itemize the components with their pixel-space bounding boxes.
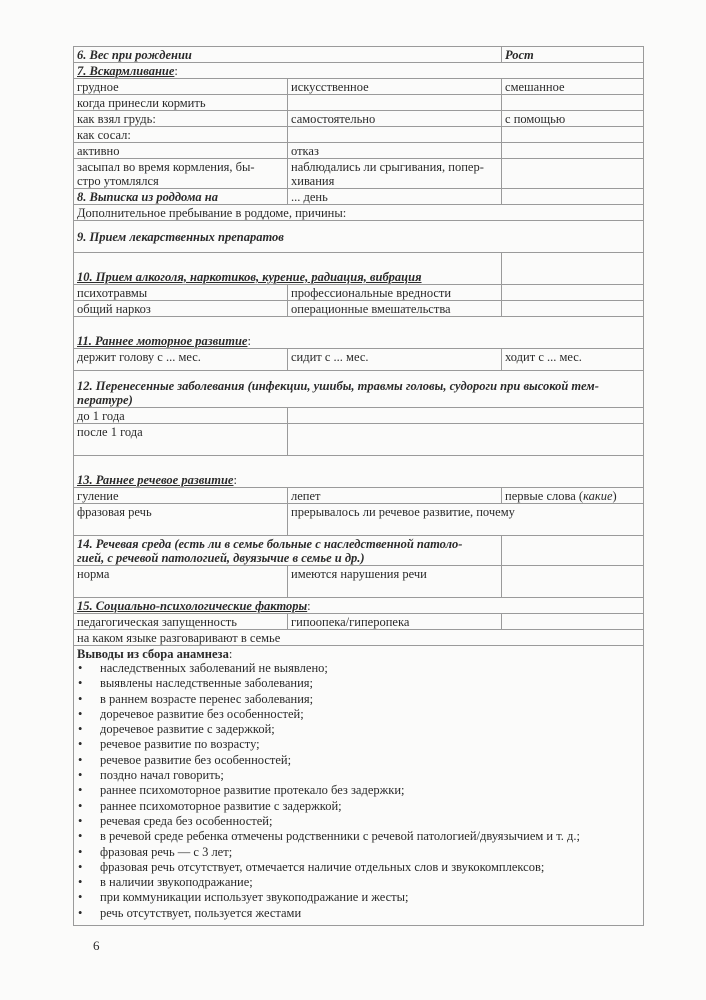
bullet-icon: •: [78, 844, 83, 859]
height-label: Рост: [502, 47, 644, 63]
empty-cell: [288, 408, 644, 424]
holds-head-cell: держит голову с ... мес.: [74, 349, 288, 371]
discharge-day-cell: ... день: [288, 189, 502, 205]
row-after-1: [74, 424, 644, 456]
conclusion-text: поздно начал говорить;: [100, 768, 224, 783]
conclusion-text: речевое развитие без особенностей;: [100, 752, 292, 767]
spit-up-line-2: хивания: [291, 174, 335, 188]
bullet-icon: •: [78, 768, 83, 783]
row-medication: [74, 221, 644, 253]
bullet-icon: •: [78, 875, 83, 890]
which-label: какие: [583, 489, 613, 503]
section-15-title: 15. Социально-психологические факторы: [77, 599, 308, 613]
spit-up-line-1: наблюдались ли срыгивания, попер-: [291, 160, 484, 174]
bullet-icon: •: [78, 691, 83, 706]
conclusion-text: доречевое развитие без особенностей;: [100, 706, 304, 721]
active-cell: активно: [74, 143, 288, 159]
section-12-title-cell: [74, 371, 644, 408]
section-10-title-cell: [74, 253, 502, 285]
fell-asleep-cell: [74, 159, 288, 189]
feeding-title-cell: 7. Вскармливание:: [74, 63, 644, 79]
conclusion-item: [77, 829, 640, 844]
bullet-icon: •: [78, 752, 83, 767]
with-help-cell: с помощью: [502, 111, 644, 127]
section-15-title-cell: 15. Социально-психологические факторы:: [74, 598, 644, 614]
conclusion-text: раннее психомоторное развитие с задержкой;: [100, 798, 342, 813]
bullet-icon: •: [78, 905, 83, 920]
empty-cell: [288, 424, 644, 456]
row-active: [74, 143, 644, 159]
conclusions-list: [77, 661, 640, 921]
section-7-header: [74, 63, 644, 79]
bullet-icon: •: [78, 661, 83, 675]
conclusions-title-line: Выводы из сбора анамнеза:: [77, 647, 233, 661]
row-phrasal: [74, 504, 644, 536]
conclusion-item: [77, 722, 640, 737]
babbling-cell: лепет: [288, 488, 502, 504]
section-13-title-cell: 13. Раннее речевое развитие:: [74, 456, 644, 488]
medication-cell: [74, 221, 644, 253]
fell-asleep-line-1: засыпал во время кормления, бы-: [77, 160, 255, 174]
row-section-10-header: [74, 253, 644, 285]
conclusion-item: [77, 661, 640, 676]
conclusion-text: в раннем возрасте перенес заболевания;: [100, 691, 314, 706]
when-brought-cell: когда принесли кормить: [74, 95, 288, 111]
row-cooing: [74, 488, 644, 504]
empty-cell: [288, 127, 502, 143]
conclusion-text: выявлены наследственные заболевания;: [100, 676, 313, 691]
row-section-14-header: [74, 536, 644, 566]
conclusion-text: речевая среда без особенностей;: [100, 813, 273, 828]
empty-cell: [502, 127, 644, 143]
row-section-15-header: [74, 598, 644, 614]
row-anesthesia: [74, 301, 644, 317]
refusal-cell: отказ: [288, 143, 502, 159]
norm-cell: норма: [74, 566, 288, 598]
spit-up-cell: [288, 159, 502, 189]
independently-cell: самостоятельно: [288, 111, 502, 127]
first-words-cell: [502, 488, 644, 504]
conclusion-item: [77, 753, 640, 768]
anamnesis-form-table: [73, 46, 644, 926]
section-14-title-line-2: гией, с речевой патологией, двуязычие в семье и др.): [77, 551, 365, 565]
row-section-11-header: [74, 317, 644, 349]
conclusion-text: при коммуникации использует звукоподражание и жесты;: [100, 890, 409, 905]
sits-cell: сидит с ... мес.: [288, 349, 502, 371]
row-neglect: [74, 614, 644, 630]
conclusion-text: в наличии звукоподражание;: [100, 875, 253, 890]
bullet-icon: •: [78, 813, 83, 828]
section-14-title-line-1: 14. Речевая среда (есть ли в семье больные с наследственной патоло-: [77, 537, 463, 551]
bullet-icon: •: [78, 859, 83, 874]
row-motor: [74, 349, 644, 371]
cooing-cell: гуление: [74, 488, 288, 504]
empty-cell: [288, 95, 502, 111]
row-conclusions: [74, 646, 644, 926]
first-words-label: первые слова (: [505, 489, 584, 503]
under-1-year-cell: до 1 года: [74, 408, 288, 424]
birth-weight-label: 6. Вес при рождении: [74, 47, 502, 63]
bullet-icon: •: [78, 706, 83, 721]
section-10-title: 10. Прием алкоголя, наркотиков, курение, радиация, вибрация: [77, 270, 422, 284]
section-14-title-cell: [74, 536, 502, 566]
phrasal-speech-cell: фразовая речь: [74, 504, 288, 536]
conclusion-text: наследственных заболеваний не выявлено;: [100, 661, 328, 675]
conclusion-item: [77, 768, 640, 783]
neglect-cell: педагогическая запущенность: [74, 614, 288, 630]
row-discharge: [74, 189, 644, 205]
conclusion-item: [77, 845, 640, 860]
how-sucked-cell: как сосал:: [74, 127, 288, 143]
language-cell: на каком языке разговаривают в семье: [74, 630, 644, 646]
conclusion-item: [77, 676, 640, 691]
mixed-feeding-cell: смешанное: [502, 79, 644, 95]
conclusion-item: [77, 799, 640, 814]
conclusions-title: Выводы из сбора анамнеза: [77, 647, 229, 661]
page-number: 6: [93, 938, 100, 953]
conclusion-item: [77, 737, 640, 752]
empty-cell: [502, 285, 644, 301]
medication-title: 9. Прием лекарственных препаратов: [77, 230, 284, 244]
conclusion-item: [77, 860, 640, 875]
anesthesia-cell: общий наркоз: [74, 301, 288, 317]
conclusion-text: речевое развитие по возрасту;: [100, 737, 260, 752]
conclusion-item: [77, 890, 640, 905]
bullet-icon: •: [78, 890, 83, 905]
hypo-hyper-cell: гипоопека/гиперопека: [288, 614, 502, 630]
psychotrauma-cell: психотравмы: [74, 285, 288, 301]
row-extra-stay: [74, 205, 644, 221]
row-fell-asleep: [74, 159, 644, 189]
surgery-cell: операционные вмешательства: [288, 301, 502, 317]
breast-feeding-cell: грудное: [74, 79, 288, 95]
section-13-title: 13. Раннее речевое развитие: [77, 473, 234, 487]
bullet-icon: •: [78, 798, 83, 813]
row-feeding-types: [74, 79, 644, 95]
conclusion-item: [77, 783, 640, 798]
empty-cell: [502, 143, 644, 159]
conclusion-text: фразовая речь — с 3 лет;: [100, 844, 233, 859]
bullet-icon: •: [78, 829, 83, 844]
empty-cell: [502, 95, 644, 111]
row-language: [74, 630, 644, 646]
feeding-title: 7. Вскармливание: [77, 64, 175, 78]
extra-stay-cell: Дополнительное пребывание в роддоме, причины:: [74, 205, 644, 221]
conclusion-text: речь отсутствует, пользуется жестами: [100, 905, 302, 920]
disorders-cell: имеются нарушения речи: [288, 566, 502, 598]
row-speech-norm: [74, 566, 644, 598]
empty-cell: [502, 253, 644, 285]
conclusions-cell: [74, 646, 644, 926]
empty-cell: [502, 566, 644, 598]
row-section-13-header: [74, 456, 644, 488]
conclusion-item: [77, 814, 640, 829]
empty-cell: [502, 301, 644, 317]
conclusion-text: раннее психомоторное развитие протекало без задержки;: [100, 783, 405, 798]
section-11-title-cell: 11. Раннее моторное развитие:: [74, 317, 644, 349]
fell-asleep-line-2: стро утомлялся: [77, 174, 159, 188]
bullet-icon: •: [78, 722, 83, 737]
conclusion-item: [77, 692, 640, 707]
section-11-title: 11. Раннее моторное развитие: [77, 334, 248, 348]
conclusion-text: фразовая речь отсутствует, отмечается наличие отдельных слов и звукокомплексов;: [100, 859, 545, 874]
close-paren: ): [612, 489, 617, 503]
interrupted-cell: прерывалось ли речевое развитие, почему: [288, 504, 644, 536]
how-took-breast-cell: как взял грудь:: [74, 111, 288, 127]
empty-cell: [502, 536, 644, 566]
discharge-title: 8. Выписка из роддома на: [74, 189, 288, 205]
conclusion-item: [77, 906, 640, 921]
after-1-year-cell: после 1 года: [74, 424, 288, 456]
row-section-12-header: [74, 371, 644, 408]
empty-cell: [502, 614, 644, 630]
occupational-cell: профессиональные вредности: [288, 285, 502, 301]
conclusion-item: [77, 875, 640, 890]
artificial-feeding-cell: искусственное: [288, 79, 502, 95]
section-12-title-line-2: пературе): [77, 393, 133, 407]
conclusion-text: доречевое развитие с задержкой;: [100, 722, 275, 737]
row-when-brought: [74, 95, 644, 111]
row-psychotrauma: [74, 285, 644, 301]
conclusion-item: [77, 707, 640, 722]
empty-cell: [502, 159, 644, 189]
bullet-icon: •: [78, 676, 83, 691]
empty-cell: [502, 189, 644, 205]
section-12-title-line-1: 12. Перенесенные заболевания (инфекции, ушибы, травмы головы, судороги при высокой тем-: [77, 379, 599, 393]
row-birth-weight: [74, 47, 644, 63]
walks-cell: ходит с ... мес.: [502, 349, 644, 371]
row-how-took-breast: [74, 111, 644, 127]
row-under-1: [74, 408, 644, 424]
row-how-sucked: [74, 127, 644, 143]
conclusion-text: в речевой среде ребенка отмечены родственники с речевой патологией/двуязычием и т. д.;: [100, 829, 580, 844]
bullet-icon: •: [78, 737, 83, 752]
bullet-icon: •: [78, 783, 83, 798]
